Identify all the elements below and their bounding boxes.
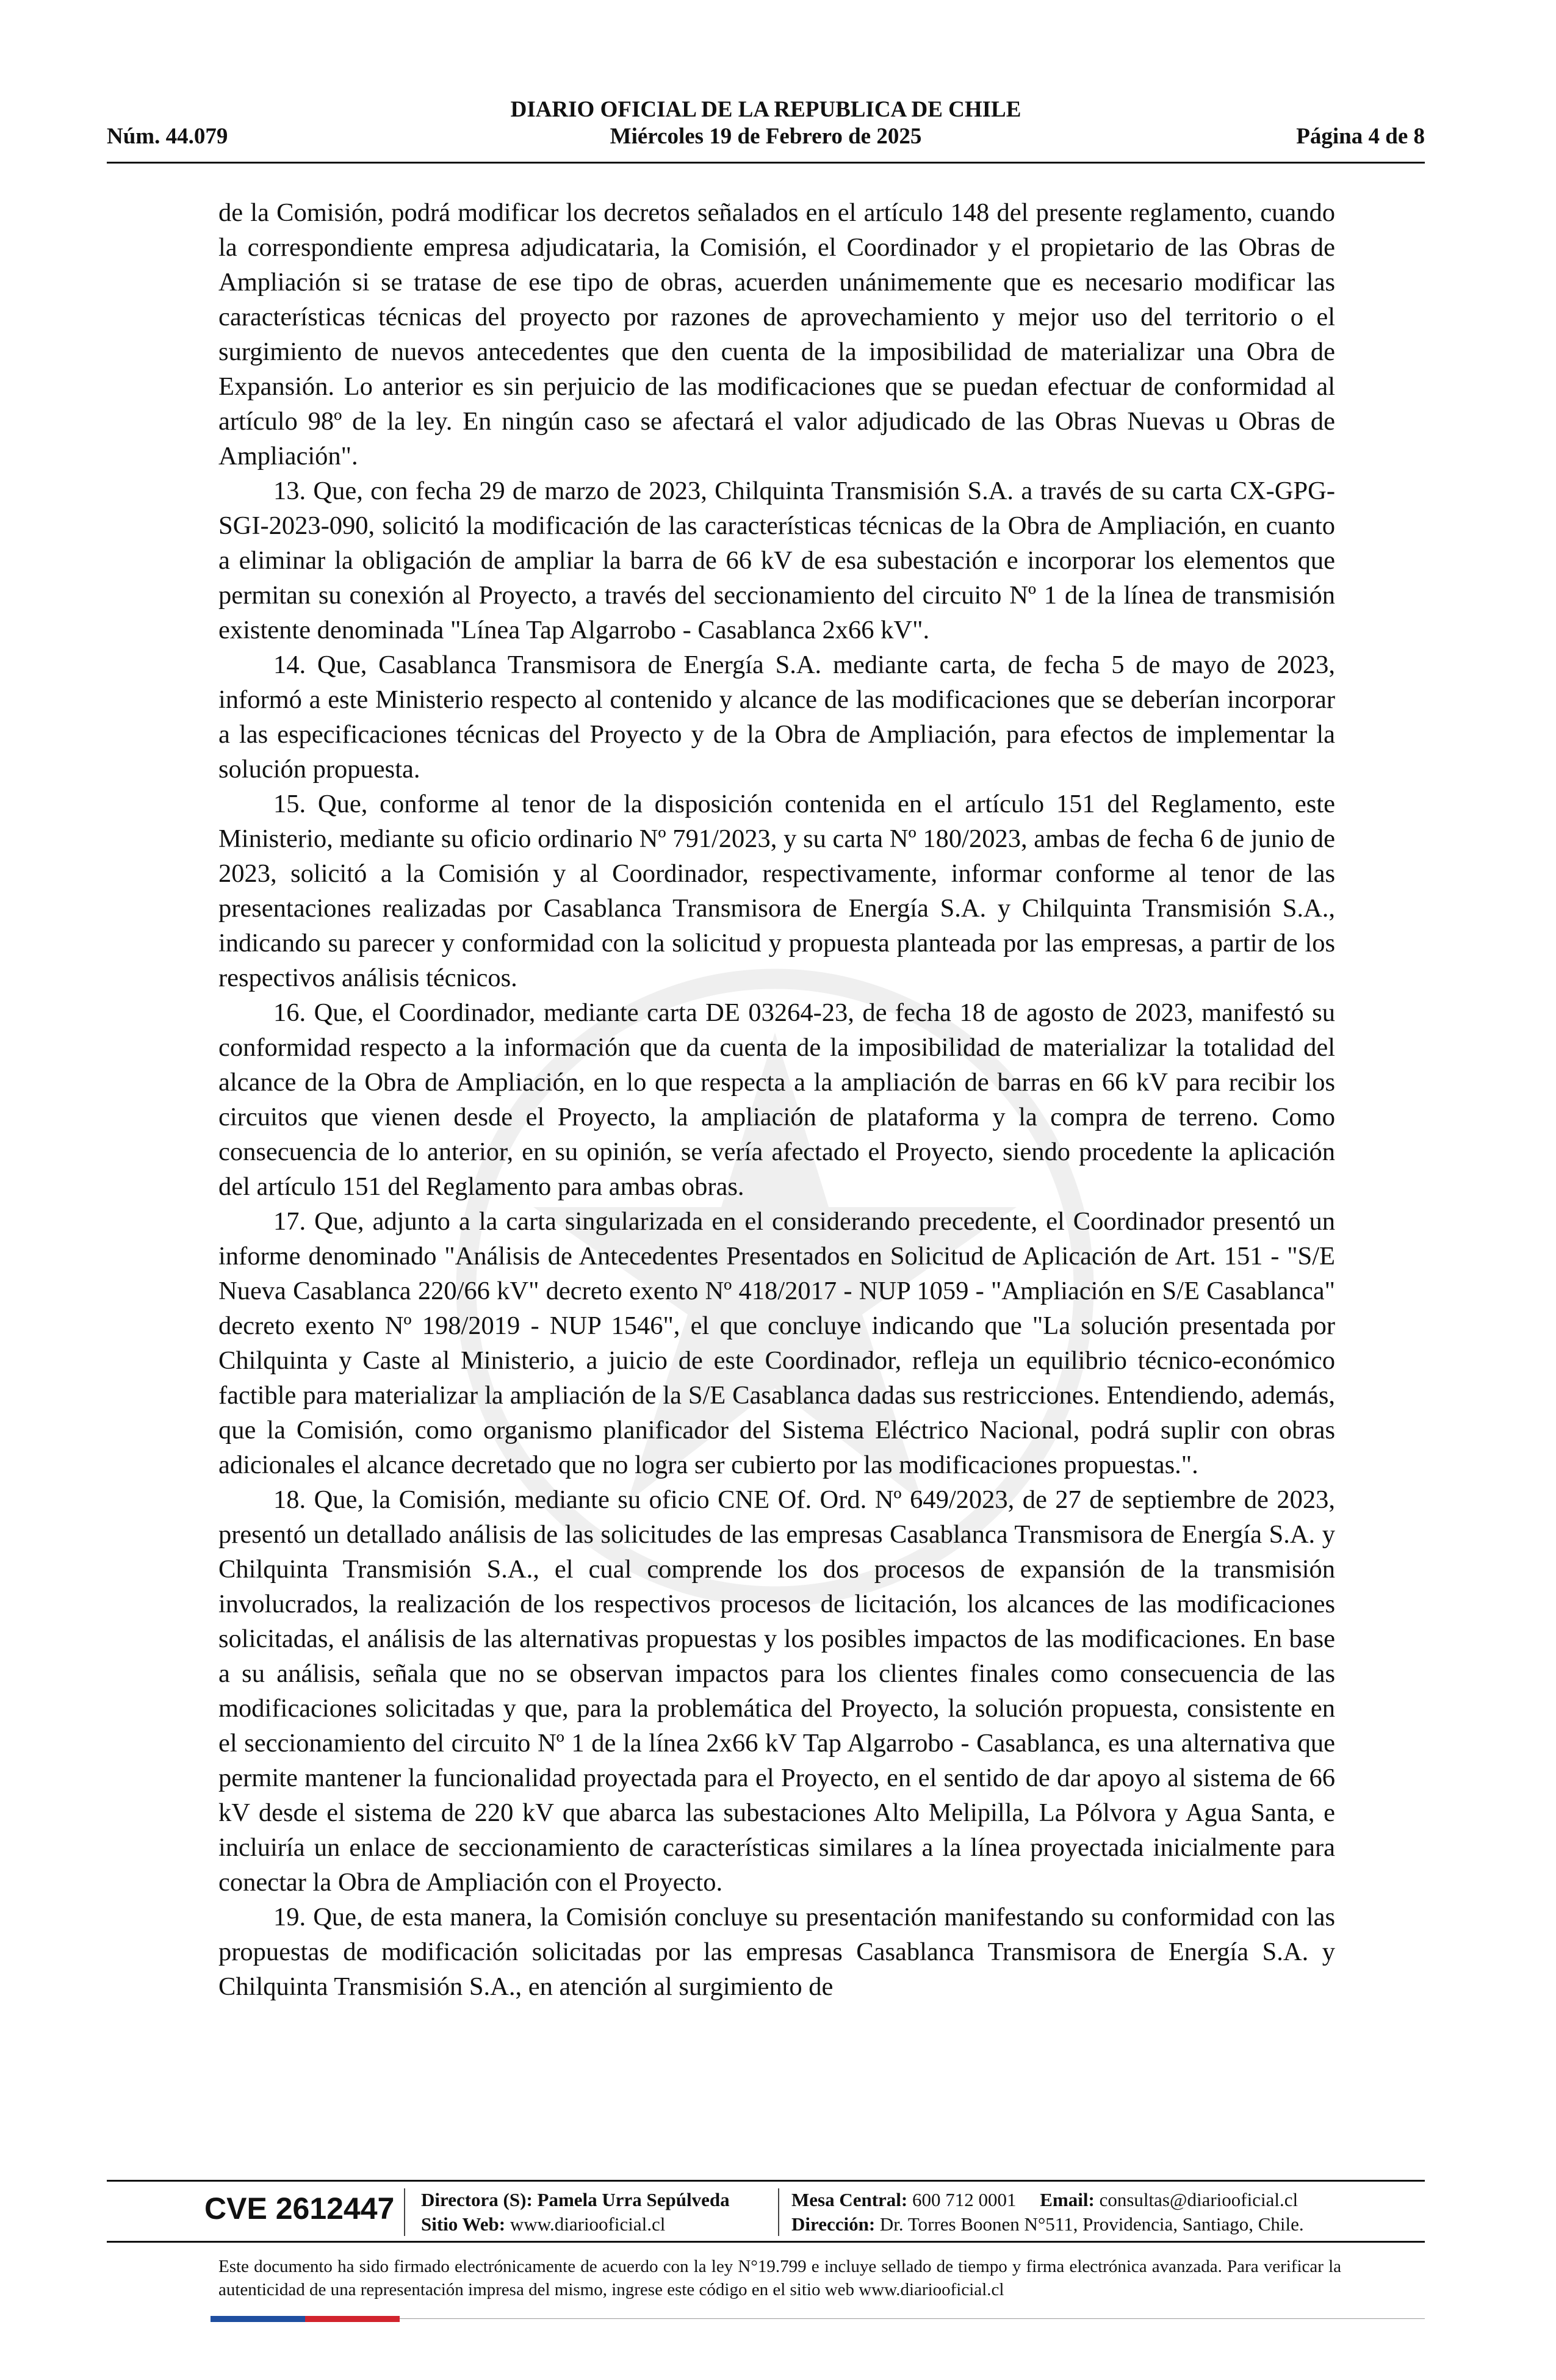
address-value: Dr. Torres Boonen N°511, Providencia, Santiago, Chile. [879,2213,1304,2235]
paragraph-14: 14. Que, Casablanca Transmisora de Energía S.A. mediante carta, de fecha 5 de mayo de 2023, informó a este Ministerio respecto al contenido y alcance de las modificaciones que se deberían incorporar a las especificaciones técnicas del Proyecto y de la Obra de Ampliación, para efectos de implementar la solución propuesta. [218,651,1335,784]
email-link[interactable]: consultas@diariooficial.cl [1099,2189,1298,2210]
footer-divider [778,2188,779,2236]
issue-number: Núm. 44.079 [107,124,228,149]
phone-label: Mesa Central: [791,2189,908,2210]
website-label: Sitio Web: [421,2213,506,2235]
paragraph-19: 19. Que, de esta manera, la Comisión concluye su presentación manifestando su conformidad con las propuestas de modificación solicitadas por las empresas Casablanca Transmisora de Energía S.A. y Chilquinta Transmisión S.A., en atención al surgimiento de [218,1903,1335,2001]
paragraph-15: 15. Que, conforme al tenor de la disposición contenida en el artículo 151 del Reglamento, este Ministerio, mediante su oficio ordinario Nº 791/2023, y su carta Nº 180/2023, ambas de fecha 6 de junio de 2023, solicitó a la Comisión y al Coordinador, respectivamente, informar conforme al tenor de las presentaciones realizadas por Casablanca Transmisora de Energía S.A. y Chilquinta Transmisión S.A., indicando su parecer y conformidad con la solicitud y propuesta planteada por las empresas, a partir de los respectivos análisis técnicos. [218,790,1335,992]
flag-color-bar [211,2316,400,2322]
signature-disclaimer: Este documento ha sido firmado electrónicamente de acuerdo con la ley N°19.799 e incluye sellado de tiempo y firma electrónica avanzada. Para verificar la autenticidad de una representación impresa del mismo, ingrese este código en el sitio web www.diariooficial.cl [218,2257,1341,2299]
footer-top-rule [107,2180,1425,2182]
publication-date: Miércoles 19 de Febrero de 2025 [610,124,922,149]
footer-bottom-rule [107,2241,1425,2243]
phone-value: 600 712 0001 [912,2189,1017,2210]
document-body [218,195,1335,2004]
director-name: Pamela Urra Sepúlveda [537,2189,730,2210]
paragraph-16: 16. Que, el Coordinador, mediante carta DE 03264-23, de fecha 18 de agosto de 2023, manifestó su conformidad respecto a la información que da cuenta de la imposibilidad de materializar la totalidad del alcance de la Obra de Ampliación, en lo que respecta a la ampliación de barras en 66 kV para recibir los circuitos que vienen desde el Proyecto, la ampliación de plataforma y la compra de terreno. Como consecuencia de lo anterior, en su opinión, se vería afectado el Proyecto, siendo procedente la aplicación del artículo 151 del Reglamento para ambas obras. [218,998,1335,1201]
header-center [107,96,1425,150]
footer-divider [404,2188,405,2236]
page-header [107,92,1425,164]
paragraph-13: 13. Que, con fecha 29 de marzo de 2023, Chilquinta Transmisión S.A. a través de su carta CX-GPG-SGI-2023-090, solicitó la modificación de las características técnicas de la Obra de Ampliación, en cuanto a eliminar la obligación de ampliar la barra de 66 kV de esa subestación e incorporar los elementos que permitan su conexión al Proyecto, a través del seccionamiento del circuito Nº 1 de la línea de transmisión existente denominada "Línea Tap Algarrobo - Casablanca 2x66 kV". [218,477,1335,644]
page-number: Página 4 de 8 [1296,124,1425,149]
paragraph-18: 18. Que, la Comisión, mediante su oficio CNE Of. Ord. Nº 649/2023, de 27 de septiembre de 2023, presentó un detallado análisis de las solicitudes de las empresas Casablanca Transmisora de Energía S.A. y Chilquinta Transmisión S.A., el cual comprende los dos procesos de expansión de la transmisión involucrados, la realización de los respectivos procesos de licitación, los alcances de las modificaciones solicitadas, el análisis de las alternativas propuestas y los posibles impactos de las modificaciones. En base a su análisis, señala que no se observan impactos para los clientes finales como consecuencia de las modificaciones solicitadas y que, para la problemática del Proyecto, la solución propuesta, consistente en el seccionamiento del circuito Nº 1 de la línea 2x66 kV Tap Algarrobo - Casablanca, es una alternativa que permite mantener la funcionalidad proyectada para el Proyecto, en el sentido de dar apoyo al sistema de 66 kV desde el sistema de 220 kV que abarca las subestaciones Alto Melipilla, La Pólvora y Agua Santa, e incluiría un enlace de seccionamiento de características similares a la línea proyectada inicialmente para conectar la Obra de Ampliación con el Proyecto. [218,1485,1335,1897]
footer-director-block [421,2188,730,2237]
email-label: Email: [1040,2189,1095,2210]
page-footer [107,2185,1425,2240]
paragraph-17: 17. Que, adjunto a la carta singularizada en el considerando precedente, el Coordinador presentó un informe denominado "Análisis de Antecedentes Presentados en Solicitud de Aplicación de Art. 151 - "S/E Nueva Casablanca 220/66 kV" decreto exento Nº 418/2017 - NUP 1059 - "Ampliación en S/E Casablanca" decreto exento Nº 198/2019 - NUP 1546", el que concluye indicando que "La solución presentada por Chilquinta y Caste al Ministerio, a juicio de este Coordinador, refleja un equilibrio técnico-económico factible para materializar la ampliación de la S/E Casablanca dadas sus restricciones. Entendiendo, además, que la Comisión, como organismo planificador del Sistema Eléctrico Nacional, podrá suplir con obras adicionales el alcance decretado que no logra ser cubierto por las modificaciones propuestas.". [218,1207,1335,1479]
director-label: Directora (S): [421,2189,533,2210]
cve-code: CVE 2612447 [204,2191,395,2226]
flag-red-segment [305,2316,400,2322]
footer-contact-block [791,2188,1304,2237]
website-link[interactable]: www.diariooficial.cl [510,2213,666,2235]
address-label: Dirección: [791,2213,876,2235]
paragraph-continuation: de la Comisión, podrá modificar los decretos señalados en el artículo 148 del presente reglamento, cuando la correspondiente empresa adjudicataria, la Comisión, el Coordinador y el propietario de las Obras de Ampliación si se tratase de ese tipo de obras, acuerden unánimemente que es necesario modificar las características técnicas del proyecto por razones de aprovechamiento y mejor uso del territorio o el surgimiento de nuevos antecedentes que den cuenta de la imposibilidad de materializar una Obra de Expansión. Lo anterior es sin perjuicio de las modificaciones que se puedan efectuar de conformidad al artículo 98º de la ley. En ningún caso se afectará el valor adjudicado de las Obras Nuevas u Obras de Ampliación". [218,198,1335,471]
publication-title: DIARIO OFICIAL DE LA REPUBLICA DE CHILE [510,97,1021,122]
footer-thin-rule [400,2318,1425,2319]
flag-blue-segment [211,2316,305,2322]
